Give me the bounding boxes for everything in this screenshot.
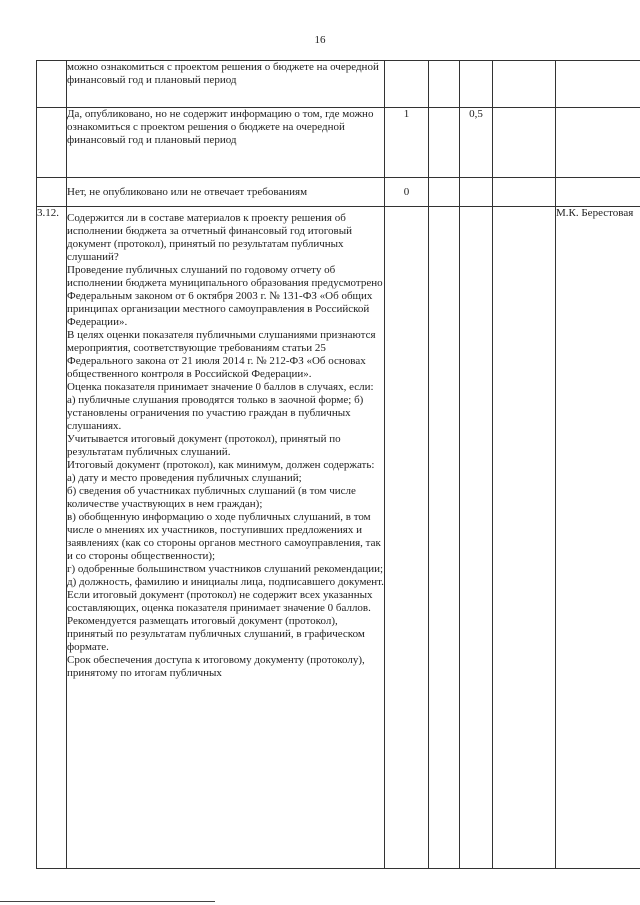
item-number: 3.12. [37,207,67,869]
table-row [37,61,640,108]
paragraph: Оценка показателя принимает значение 0 баллов в случаях, если: а) публичные слушания проводятся только в заочной форме; б) установлены ограничения по участию граждан в публичных слушаниях. [67,381,374,432]
empty-cell [493,178,556,207]
criterion-text: можно ознакомиться с проектом решения о бюджете на очередной финансовый год и плановый период [67,61,385,108]
paragraph: В целях оценки показателя публичными слушаниями признаются мероприятия, соответствующие требованиям статьи 25 Федерального закона от 21 июля 2014 г. № 212-ФЗ «Об основах общественного контроля в Российской Федерации». [67,329,376,380]
paragraph: Итоговый документ (протокол), как минимум, должен содержать: [67,459,375,471]
page-number: 16 [314,34,326,46]
criteria-table [36,60,640,869]
paragraph: Срок обеспечения доступа к итоговому документу (протоколу), принятому по итогам публичных [67,654,365,679]
responsible-cell [556,108,640,178]
responsible-cell [556,61,640,108]
empty-cell [493,207,556,869]
empty-cell [429,178,460,207]
weight-cell [460,178,493,207]
weight-cell: 0,5 [460,108,493,178]
criterion-text: Да, опубликовано, но не содержит информацию о том, где можно ознакомиться с проектом решения о бюджете на очередной финансовый год и плановый период [67,108,385,178]
empty-cell [493,108,556,178]
item-3-12-text [67,207,385,869]
table-row [37,178,640,207]
paragraph: б) сведения об участниках публичных слушаний (в том числе количестве участвующих в нем граждан); [67,485,356,510]
footnote-divider [0,901,215,902]
responsible-person: М.К. Берестовая [556,207,640,869]
number-cell [37,61,67,108]
number-cell [37,178,67,207]
value-cell: 0 [385,178,429,207]
weight-cell [460,207,493,869]
paragraph: в) обобщенную информацию о ходе публичных слушаний, в том числе о мнениях их участников, поступивших предложениях и заявлениях (как со стороны органов местного самоуправления, так и со стороны общественности); [67,511,381,562]
criterion-text: Нет, не опубликовано или не отвечает требованиям [67,178,385,207]
paragraph: Содержится ли в составе материалов к проекту решения об исполнении бюджета за отчетный финансовый год итоговый документ (протокол), принятый по результатам публичных слушаний? [67,212,353,263]
empty-cell [429,207,460,869]
paragraph: Проведение публичных слушаний по годовому отчету об исполнении бюджета муниципального образования предусмотрено Федеральным законом от 6 октября 2003 г. № 131-ФЗ «Об общих принципах организации местного самоуправления в Российской Федерации». [67,264,383,328]
paragraph: г) одобренные большинством участников слушаний рекомендации; [67,563,384,575]
number-cell [37,108,67,178]
weight-cell [460,61,493,108]
paragraph: Рекомендуется размещать итоговый документ (протокол), принятый по результатам публичных слушаний, в графическом формате. [67,615,365,653]
value-cell: 1 [385,108,429,178]
value-cell [385,207,429,869]
table-row [37,207,640,869]
empty-cell [493,61,556,108]
responsible-cell [556,178,640,207]
table-row [37,108,640,178]
empty-cell [429,108,460,178]
empty-cell [429,61,460,108]
paragraph: Учитывается итоговый документ (протокол), принятый по результатам публичных слушаний. [67,433,341,458]
paragraph: а) дату и место проведения публичных слушаний; [67,472,302,484]
paragraph: Если итоговый документ (протокол) не содержит всех указанных составляющих, оценка показателя принимает значение 0 баллов. [67,589,373,614]
paragraph: д) должность, фамилию и инициалы лица, подписавшего документ. [67,576,384,588]
value-cell [385,61,429,108]
